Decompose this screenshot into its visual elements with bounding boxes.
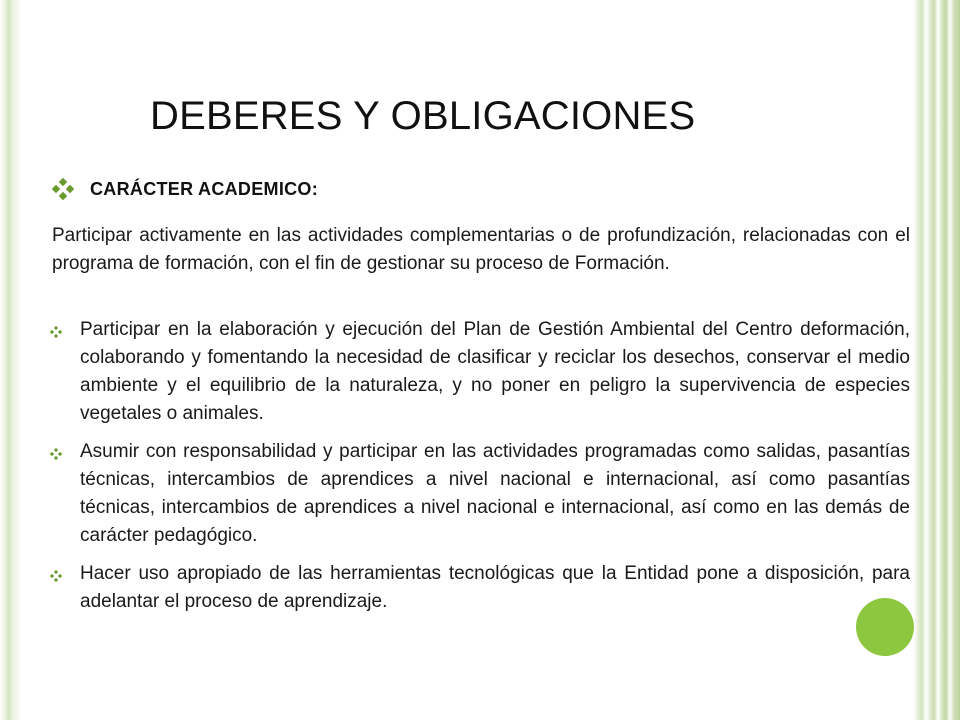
- left-decorative-border: [0, 0, 22, 720]
- green-circle-decoration: [856, 598, 914, 656]
- list-item: [50, 316, 910, 428]
- list-item-text: Asumir con responsabilidad y participar en las actividades programadas como salidas, pasantías técnicas, intercambios de aprendices a nivel nacional e internacional, así como pasantías técnicas, intercambios de aprendices a nivel nacional e internacional, así como en las demás de carácter pedagógico.: [80, 441, 910, 546]
- bullet-list: [50, 316, 910, 626]
- list-item-text: Hacer uso apropiado de las herramientas tecnológicas que la Entidad pone a disposición, para adelantar el proceso de aprendizaje.: [80, 563, 910, 612]
- small-diamond-bullet-icon: [50, 438, 80, 465]
- small-diamond-bullet-icon: [50, 316, 80, 343]
- list-item-text: Participar en la elaboración y ejecución del Plan de Gestión Ambiental del Centro deformación, colaborando y fomentando la necesidad de clasificar y reciclar los desechos, conservar el medio ambiente y el equilibrio de la naturaleza, y no poner en peligro la supervivencia de especies vegetales o animales.: [80, 319, 910, 424]
- small-diamond-bullet-icon: [50, 560, 80, 587]
- list-item: [50, 438, 910, 550]
- section-heading: [52, 178, 318, 200]
- diamond-bullet-icon: [52, 178, 74, 200]
- slide-title: DEBERES Y OBLIGACIONES: [150, 94, 696, 138]
- section-heading-text: CARÁCTER ACADEMICO:: [90, 178, 319, 199]
- right-decorative-border: [914, 0, 960, 720]
- intro-paragraph: Participar activamente en las actividades complementarias o de profundización, relacionadas con el programa de formación, con el fin de gestionar su proceso de Formación.: [52, 225, 910, 274]
- list-item: [50, 560, 910, 616]
